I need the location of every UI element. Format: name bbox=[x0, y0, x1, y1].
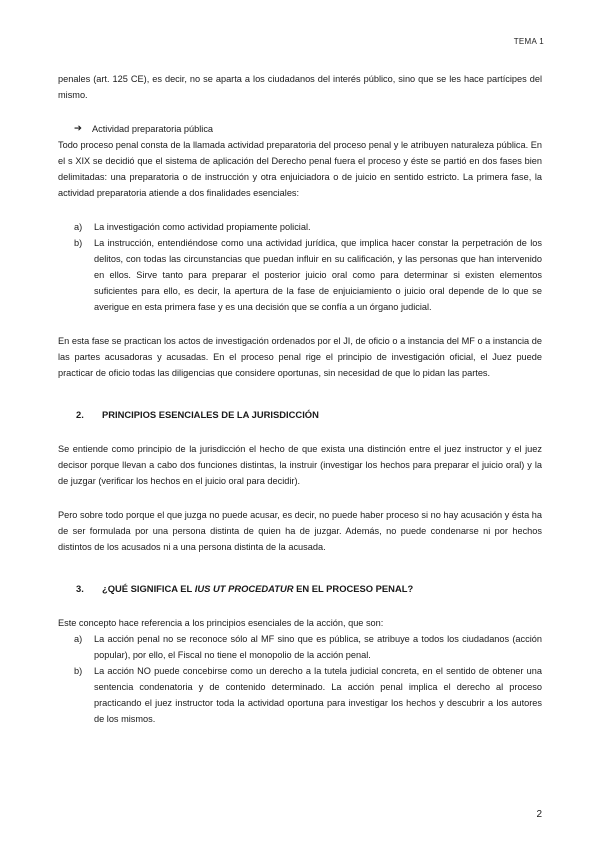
section-title bbox=[96, 581, 413, 597]
section-3-intro: Este concepto hace referencia a los principios esenciales de la acción, que son: bbox=[58, 618, 384, 628]
bullet-item bbox=[58, 121, 542, 137]
list-marker: b) bbox=[74, 238, 83, 248]
list-item bbox=[58, 631, 542, 663]
section-title-italic: IUS UT PROCEDATUR bbox=[194, 583, 294, 594]
list-item bbox=[58, 219, 542, 235]
list-marker: a) bbox=[74, 222, 83, 232]
list-principios bbox=[58, 631, 542, 727]
list-text: La investigación como actividad propiamente policial. bbox=[94, 222, 311, 232]
section-title-suffix: EN EL PROCESO PENAL? bbox=[296, 583, 414, 594]
intro-paragraph: penales (art. 125 CE), es decir, no se aparta a los ciudadanos del interés público, sino que se les hace partícipes del mismo. bbox=[58, 74, 542, 100]
list-text: La acción NO puede concebirse como un derecho a la tutela judicial concreta, en el sentido de obtener una sentencia condenatoria y de contenido determinado. La acción penal implica el derecho al proceso practicando el juez instructor toda la actividad oportuna para investigar los hechos y descubrir a los autores de los mismos. bbox=[94, 666, 542, 724]
paragraph-preparatoria: Todo proceso penal consta de la llamada actividad preparatoria del proceso penal y le atribuyen naturaleza pública. En el s XIX se decidió que el sistema de aplicación del Derecho penal fuera el proceso y éste se partió en dos fases bien delimitadas: una preparatoria o de instrucción y otra enjuiciadora o de juicio en sentido estricto. La primera fase, la actividad preparatoria atiende a dos finalidades esenciales: bbox=[58, 140, 542, 198]
list-text: La acción penal no se reconoce sólo al MF sino que es pública, se atribuye a todos los ciudadanos (acción popular), por ello, el Fiscal no tiene el monopolio de la acción penal. bbox=[94, 634, 542, 660]
section-2-heading bbox=[58, 407, 542, 423]
header-tag: TEMA 1 bbox=[513, 37, 544, 46]
list-text: La instrucción, entendiéndose como una actividad jurídica, que implica hacer constar la perpetración de los delitos, con todas las circunstancias que puedan influir en su calificación, y las personas que han intervenido en ellos. Sirve tanto para preparar el posterior juicio oral como para determinar si existen elementos suficientes para ello, es decir, la apertura de la fase de enjuiciamiento o juicio oral depende de lo que se averigue en esta primera fase y es una decisión que se confía a un órgano judicial. bbox=[94, 238, 542, 312]
list-item bbox=[58, 663, 542, 727]
section-title: PRINCIPIOS ESENCIALES DE LA JURISDICCIÓN bbox=[102, 409, 319, 420]
list-marker: b) bbox=[74, 666, 83, 676]
list-marker: a) bbox=[74, 634, 83, 644]
section-number: 2. bbox=[76, 409, 84, 420]
section-2-paragraph-1: Se entiende como principio de la jurisdicción el hecho de que exista una distinción entre el juez instructor y el juez decisor porque llevan a cabo dos funciones distintas, la instruir (investigar los hechos para preparar el juicio oral) y la de juzgar (verificar los hechos en el juicio oral para decidir). bbox=[58, 444, 542, 486]
page-number: 2 bbox=[536, 809, 542, 820]
page-content bbox=[58, 71, 542, 727]
section-number: 3. bbox=[76, 583, 84, 594]
bullet-text: Actividad preparatoria pública bbox=[92, 124, 214, 134]
arrow-right-icon: ➔ bbox=[74, 123, 82, 134]
section-2-paragraph-2: Pero sobre todo porque el que juzga no puede acusar, es decir, no puede haber proceso si no hay acusación y ésta ha de ser formulada por una persona distinta de quien ha de juzgar. Además, no puede condenarse ni por hechos distintos de los acusados ni a una persona distinta de la acusada. bbox=[58, 510, 542, 552]
section-title-prefix: ¿QUÉ SIGNIFICA EL bbox=[102, 583, 193, 594]
list-item bbox=[58, 235, 542, 315]
paragraph-investigacion: En esta fase se practican los actos de investigación ordenados por el JI, de oficio o a instancia del MF o a instancia de las partes acusadoras y acusadas. En el proceso penal rige el principio de investigación oficial, el Juez puede practicar de oficio todas las diligencias que considere oportunas, sin necesidad de que lo pidan las partes. bbox=[58, 336, 542, 378]
list-finalidades bbox=[58, 219, 542, 315]
section-3-heading bbox=[58, 581, 542, 597]
